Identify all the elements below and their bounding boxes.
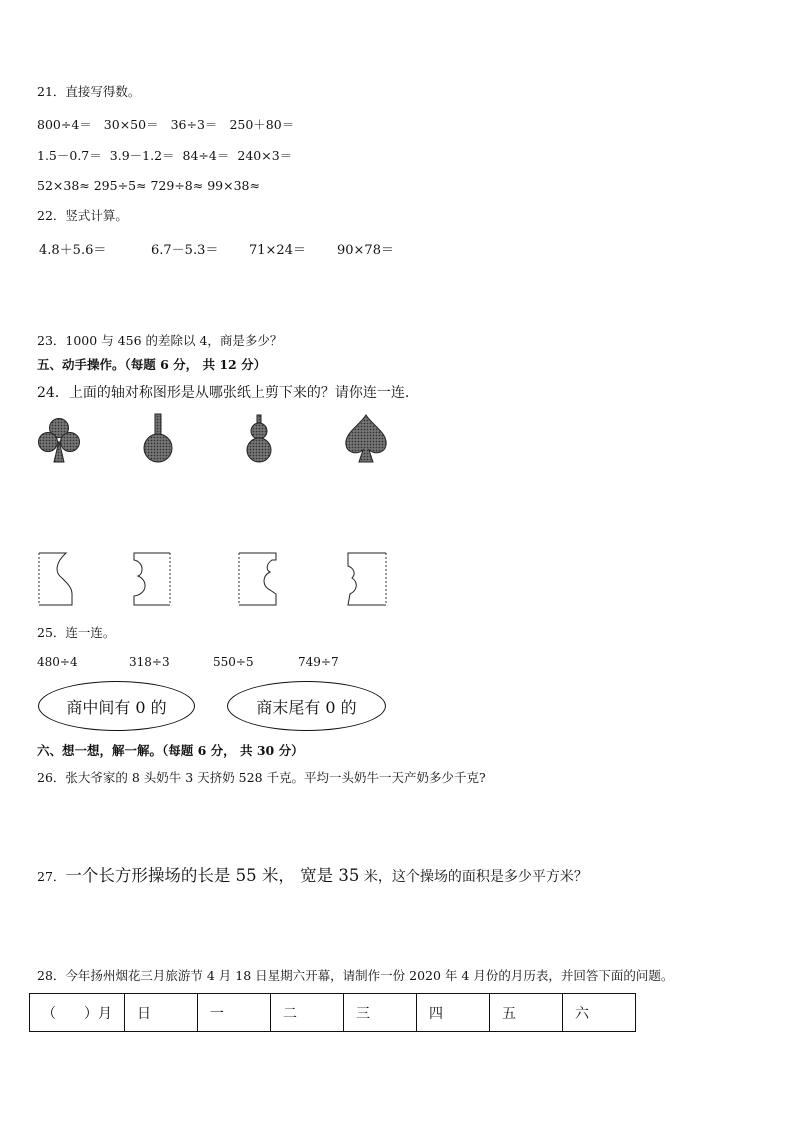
- q26-text: 26．张大爷家的 8 头奶牛 3 天挤奶 528 千克。平均一头奶牛一天产奶多少千克?: [37, 770, 486, 785]
- section5-heading: 五、动手操作。（每题 6 分， 共 12 分）: [37, 357, 267, 372]
- oval-middle-zero-label: 商中间有 0 的: [66, 697, 167, 717]
- q25-item: 749÷7: [298, 655, 339, 669]
- q21-line3: 52×38≈ 295÷5≈ 729÷8≈ 99×38≈: [37, 178, 260, 193]
- paper-half-1-icon: [36, 550, 78, 608]
- q21-line1-item: 30×50＝: [103, 117, 159, 132]
- q27-text-small: 米，这个操场的面积是多少平方米？: [359, 869, 588, 885]
- calendar-day-cell: 五: [490, 994, 563, 1032]
- q27-number: 27．: [37, 869, 66, 884]
- q27-text: [37, 868, 588, 885]
- section6-heading: 六、想一想，解一解。（每题 6 分， 共 30 分）: [37, 743, 304, 758]
- q22-item: 71×24＝: [249, 243, 306, 258]
- calendar-day-cell: 三: [344, 994, 417, 1032]
- q21-line2-item: 84÷4＝: [182, 148, 230, 163]
- q21-line1: [37, 115, 294, 133]
- paper-half-2-icon: [130, 550, 174, 608]
- q27-text-large: 一个长方形操场的长是 55 米， 宽是 35: [65, 866, 360, 885]
- q22-items: [39, 239, 394, 258]
- q22-item: 6.7－5.3＝: [151, 243, 219, 258]
- round-lollipop-shape-icon: [138, 412, 178, 464]
- oval-middle-zero: [38, 681, 195, 731]
- calendar-day-cell: 六: [563, 994, 636, 1032]
- calendar-month-cell: （ ）月: [30, 994, 125, 1032]
- q21-line2: [37, 146, 292, 164]
- q28-text: 28．今年扬州烟花三月旅游节 4 月 18 日星期六开幕，请制作一份 2020 年 4 月份的月历表，并回答下面的问题。: [37, 968, 674, 983]
- spade-shape-icon: [342, 413, 390, 465]
- q25-items: [37, 655, 339, 669]
- q24-text: 24．上面的轴对称图形是从哪张纸上剪下来的？请你连一连.: [37, 385, 410, 401]
- oval-end-zero: [227, 681, 386, 731]
- q21-line2-item: 240×3＝: [237, 148, 293, 163]
- q21-title: 21．直接写得数。: [37, 84, 141, 99]
- q25-title: 25．连一连。: [37, 625, 116, 640]
- paper-half-3-icon: [236, 550, 280, 608]
- q25-item: 318÷3: [129, 655, 170, 669]
- paper-half-4-icon: [344, 550, 390, 608]
- q21-line1-item: 36÷3＝: [170, 117, 218, 132]
- oval-end-zero-label: 商末尾有 0 的: [256, 697, 357, 717]
- calendar-table: [29, 993, 636, 1032]
- q25-item: 480÷4: [37, 655, 78, 669]
- q21-line2-item: 3.9－1.2＝: [109, 148, 175, 163]
- q23-text: 23．1000 与 456 的差除以 4，商是多少？: [37, 333, 283, 348]
- q21-line1-item: 250＋80＝: [229, 117, 295, 132]
- q22-item: 4.8＋5.6＝: [39, 243, 107, 258]
- club-shape-icon: [36, 415, 82, 465]
- calendar-day-cell: 二: [271, 994, 344, 1032]
- gourd-shape-icon: [243, 412, 275, 466]
- calendar-header-row: [30, 994, 636, 1032]
- q21-line1-item: 800÷4＝: [37, 117, 92, 132]
- q21-line2-item: 1.5－0.7＝: [37, 148, 102, 163]
- calendar-day-cell: 一: [198, 994, 271, 1032]
- calendar-day-cell: 日: [125, 994, 198, 1032]
- q22-title: 22．竖式计算。: [37, 208, 128, 223]
- calendar-day-cell: 四: [417, 994, 490, 1032]
- q22-item: 90×78＝: [337, 243, 394, 258]
- q25-item: 550÷5: [213, 655, 254, 669]
